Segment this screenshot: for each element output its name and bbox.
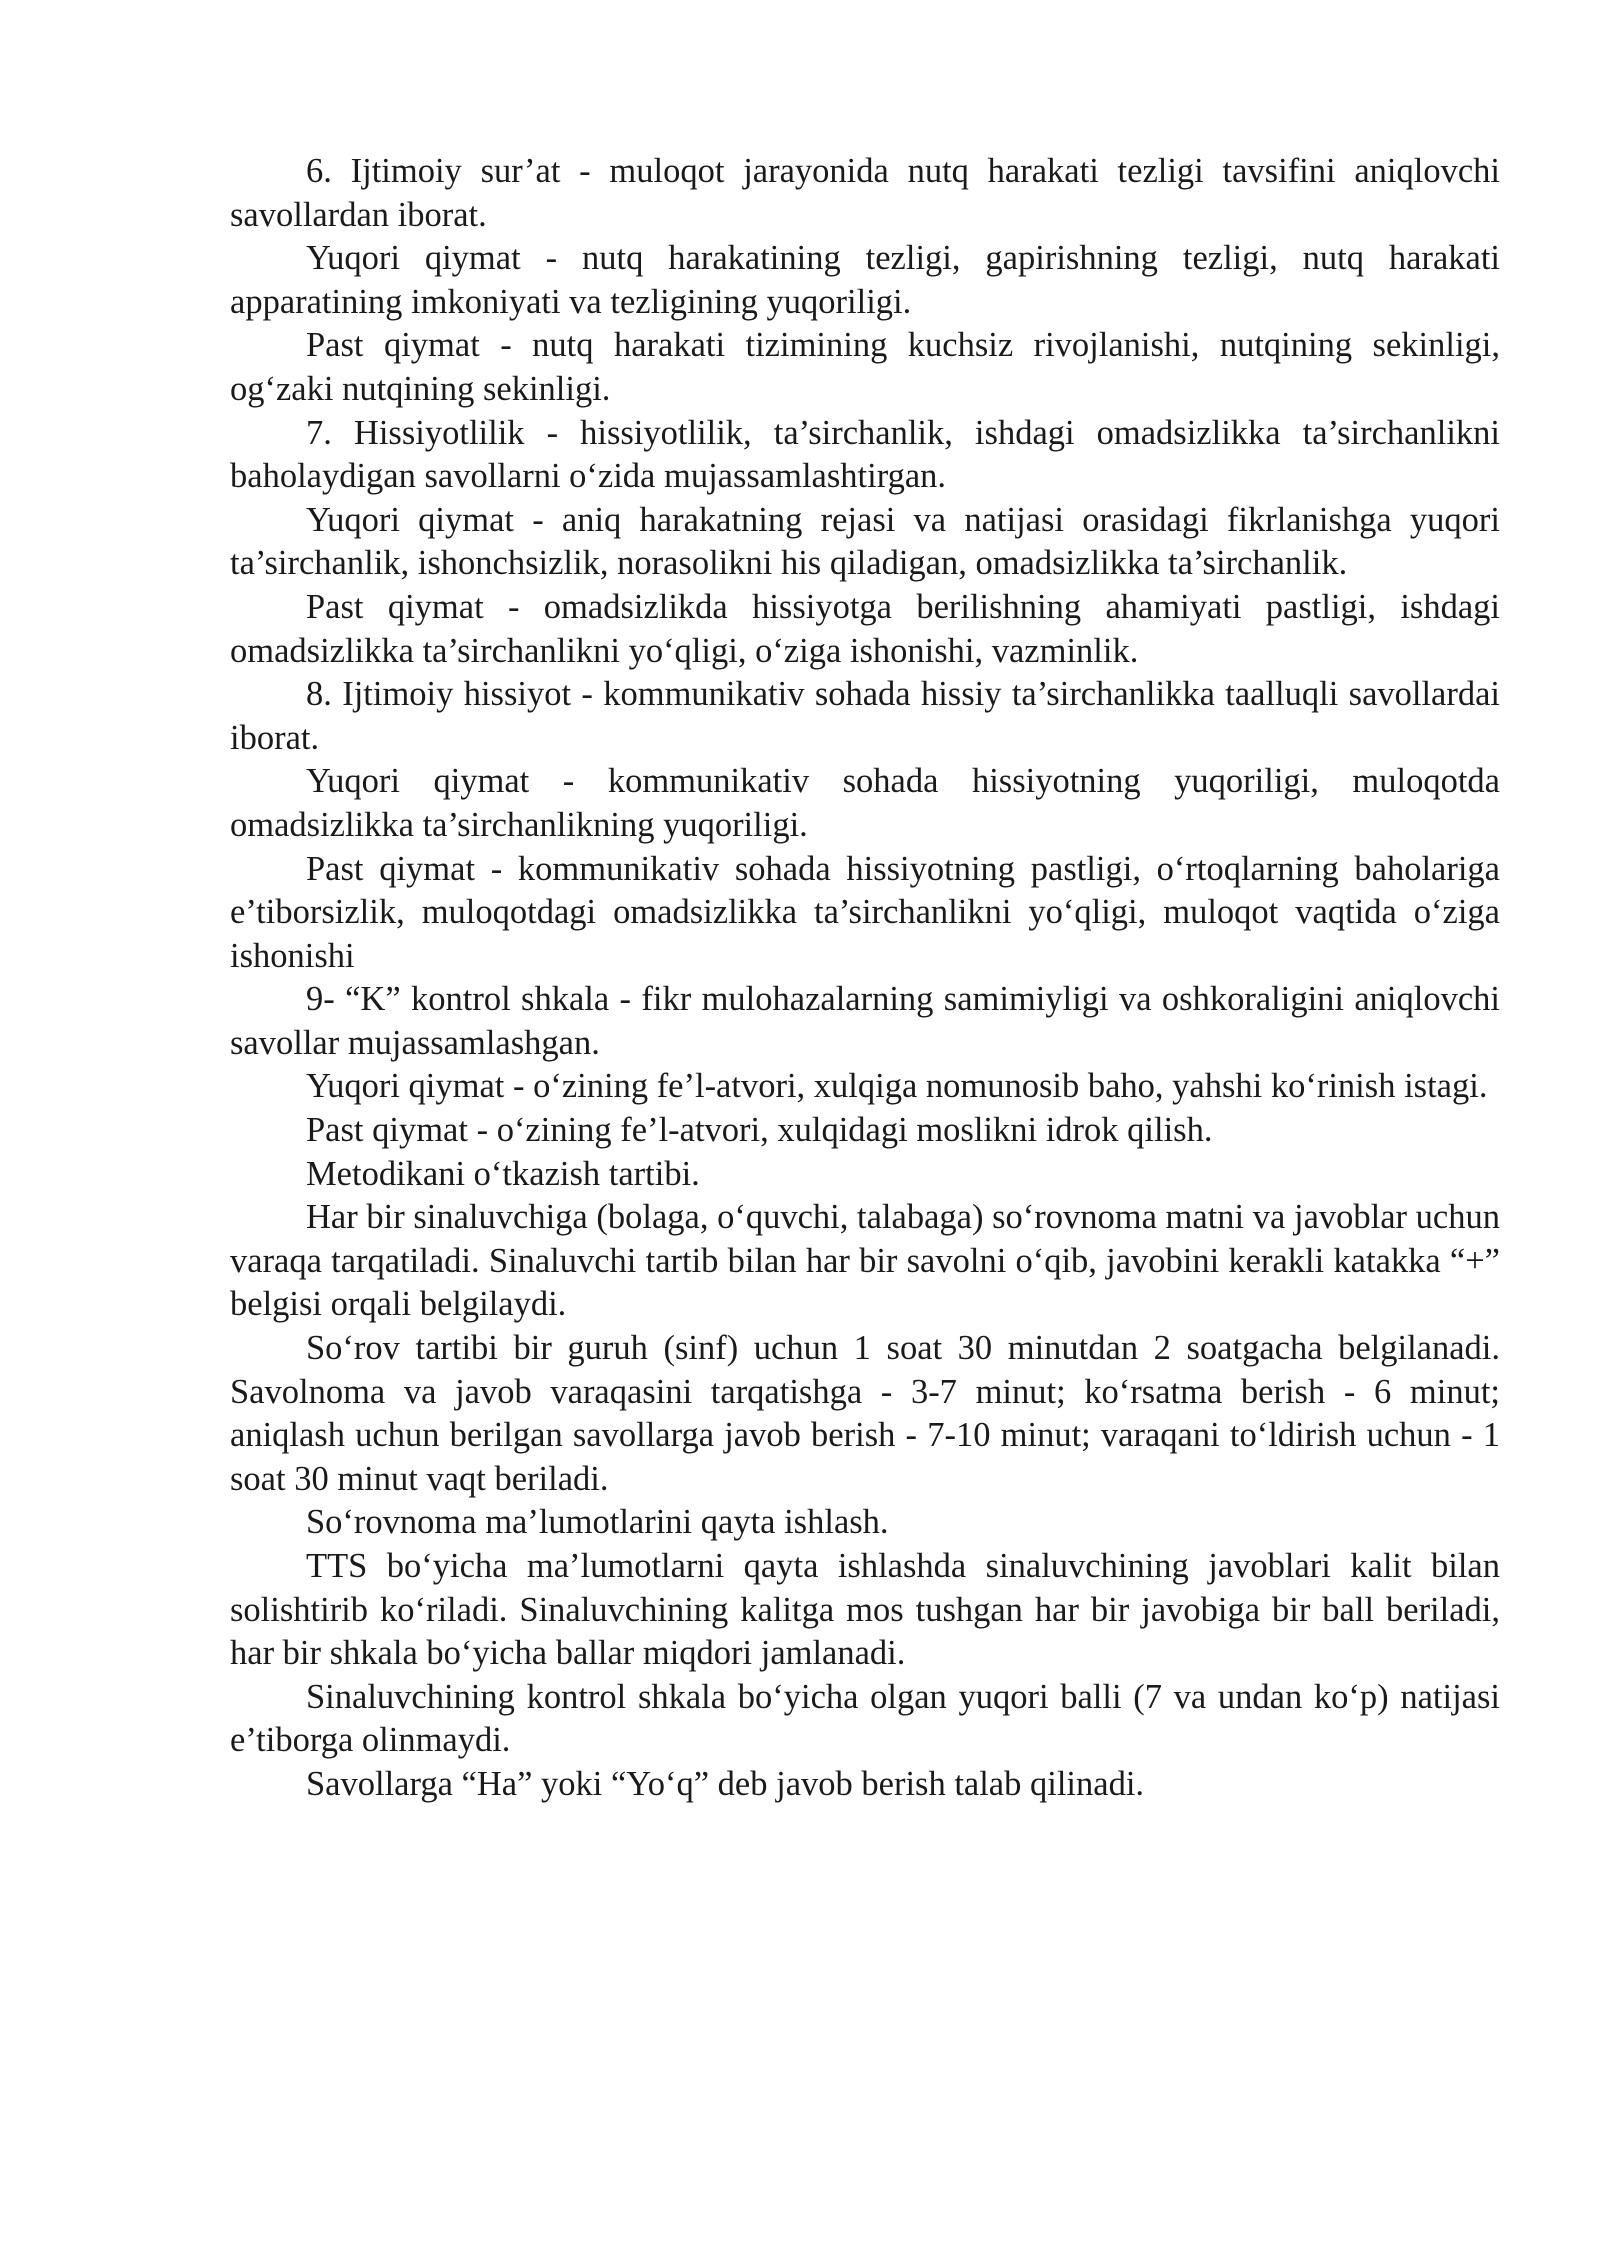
paragraph-social-tempo-low: Past qiymat - nutq harakati tizimining kuchsiz rivojlanishi, nutqining sekinligi, og‘zaki nutqining sekinligi. bbox=[230, 326, 1500, 408]
paragraph-processing: TTS bo‘yicha ma’lumotlarni qayta ishlashda sinaluvchining javoblari kalit bilan solishtirib ko‘riladi. Sinaluvchining kalitga mos tushgan har bir javobiga bir ball beriladi, har bir shkala bo‘yicha ballar miqdori jamlanadi. bbox=[230, 1547, 1500, 1673]
paragraph-processing-heading: So‘rovnoma ma’lumotlarini qayta ishlash. bbox=[306, 1503, 889, 1542]
paragraph-answer-instruction: Savollarga “Ha” yoki “Yo‘q” deb javob berish talab qilinadi. bbox=[306, 1764, 1145, 1803]
paragraph-social-emotionality-high: Yuqori qiymat - kommunikativ sohada hissiyotning yuqoriligi, muloqotda omadsizlikka ta’sirchanlikning yuqoriligi. bbox=[230, 762, 1500, 844]
document-page bbox=[230, 150, 1500, 1807]
paragraph-social-tempo: 6. Ijtimoiy sur’at - muloqot jarayonida nutq harakati tezligi tavsifini aniqlovchi savollardan iborat. bbox=[230, 152, 1500, 234]
paragraph-control-result: Sinaluvchining kontrol shkala bo‘yicha olgan yuqori balli (7 va undan ko‘p) natijasi e’tiborga olinmaydi. bbox=[230, 1677, 1500, 1760]
paragraph-procedure-heading: Metodikani o‘tkazish tartibi. bbox=[306, 1154, 700, 1193]
paragraph-control-scale: 9- “K” kontrol shkala - fikr mulohazalarning samimiyligi va oshkoraligini aniqlovchi savollar mujassamlashgan. bbox=[230, 980, 1500, 1062]
paragraph-emotionality-high: Yuqori qiymat - aniq harakatning rejasi va natijasi orasidagi fikrlanishga yuqori ta’sirchanlik, ishonchsizlik, norasolikni his qiladigan, omadsizlikka ta’sirchanlik. bbox=[230, 500, 1500, 583]
paragraph-control-scale-low: Past qiymat - o‘zining fe’l-atvori, xulqidagi moslikni idrok qilish. bbox=[306, 1111, 1213, 1150]
paragraph-social-tempo-high: Yuqori qiymat - nutq harakatining tezligi, gapirishning tezligi, nutq harakati apparatining imkoniyati va tezligining yuqoriligi. bbox=[230, 239, 1500, 321]
paragraph-procedure: Har bir sinaluvchiga (bolaga, o‘quvchi, talabaga) so‘rovnoma matni va javoblar uchun varaqa tarqatiladi. Sinaluvchi tartib bilan har bir savolni o‘qib, javobini kerakli katakka “+” belgisi orqali belgilaydi. bbox=[230, 1198, 1500, 1324]
paragraph-emotionality-low: Past qiymat - omadsizlikda hissiyotga berilishning ahamiyati pastligi, ishdagi omadsizlikka ta’sirchanlikni yo‘qligi, o‘ziga ishonishi, vazminlik. bbox=[230, 587, 1500, 670]
paragraph-timing: So‘rov tartibi bir guruh (sinf) uchun 1 soat 30 minutdan 2 soatgacha belgilanadi. Savolnoma va javob varaqasini tarqatishga - 3-7 minut; ko‘rsatma berish - 6 minut; aniqlash uchun berilgan savollarga javob berish - 7-10 minut; varaqani to‘ldirish uchun - 1 soat 30 minut vaqt beriladi. bbox=[230, 1329, 1500, 1498]
paragraph-social-emotionality: 8. Ijtimoiy hissiyot - kommunikativ sohada hissiy ta’sirchanlikka taalluqli savollardai iborat. bbox=[230, 675, 1500, 757]
paragraph-social-emotionality-low: Past qiymat - kommunikativ sohada hissiyotning pastligi, o‘rtoqlarning baholariga e’tiborsizlik, muloqotdagi omadsizlikka ta’sirchanlikni yo‘qligi, muloqot vaqtida o‘ziga ishonishi bbox=[230, 849, 1500, 975]
paragraph-control-scale-high: Yuqori qiymat - o‘zining fe’l-atvori, xulqiga nomunosib baho, yahshi ko‘rinish istagi. bbox=[306, 1067, 1488, 1106]
paragraph-emotionality: 7. Hissiyotlilik - hissiyotlilik, ta’sirchanlik, ishdagi omadsizlikka ta’sirchanlikni baholaydigan savollarni o‘zida mujassamlashtirgan. bbox=[230, 413, 1500, 496]
